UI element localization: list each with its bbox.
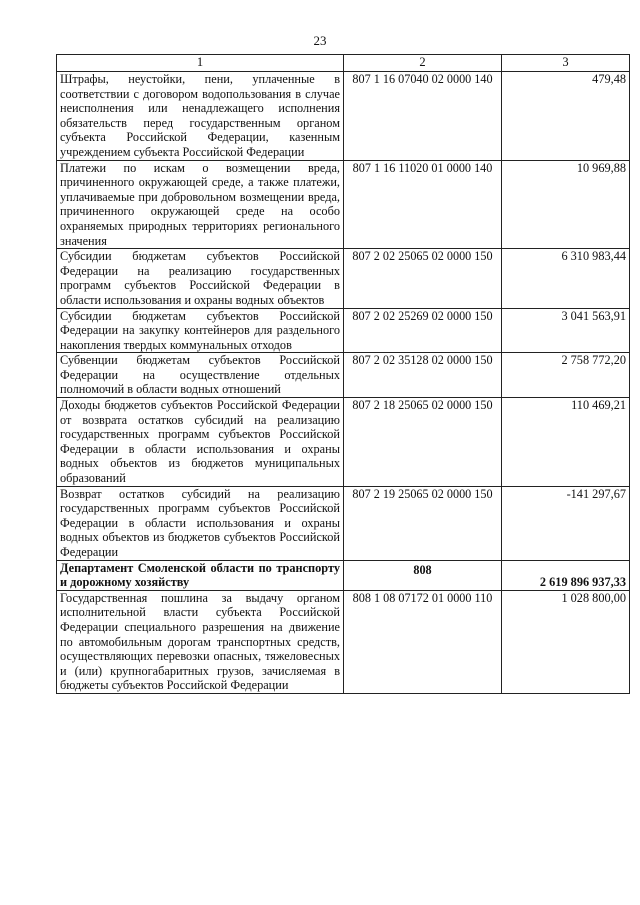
row-code: 807 1 16 07040 02 0000 140 [344,72,502,161]
row-amount: 110 469,21 [502,398,630,487]
row-amount: 10 969,88 [502,160,630,249]
row-amount: 6 310 983,44 [502,249,630,308]
department-name: Департамент Смоленской области по транспорту и дорожному хозяйству [57,560,344,590]
row-code: 807 1 16 11020 01 0000 140 [344,160,502,249]
budget-revenue-table [56,54,630,694]
table-row [57,398,630,487]
column-header-2: 2 [344,55,502,72]
table-row [57,590,630,693]
table-row [57,72,630,161]
row-name: Субсидии бюджетам субъектов Российской Федерации на реализацию государственных программ субъектов Российской Федерации в области использования и охраны водных объектов [57,249,344,308]
row-amount: 2 758 772,20 [502,353,630,398]
table-header-row [57,55,630,72]
row-amount: -141 297,67 [502,486,630,560]
row-name: Государственная пошлина за выдачу органом исполнительной власти субъекта Российской Федерации специального разрешения на движение по автомобильным дорогам транспортных средств, осуществляющих перевозки опасных, тяжеловесных и (или) крупногабаритных грузов, зачисляемая в бюджеты субъектов Российской Федерации [57,590,344,693]
department-row [57,560,630,590]
row-amount: 3 041 563,91 [502,308,630,353]
row-code: 807 2 02 25269 02 0000 150 [344,308,502,353]
row-name: Доходы бюджетов субъектов Российской Федерации от возврата остатков субсидий на реализацию государственных программ субъектов Российской Федерации в области использования и охраны водных объектов из бюджетов муниципальных образований [57,398,344,487]
row-code: 807 2 19 25065 02 0000 150 [344,486,502,560]
row-code: 807 2 18 25065 02 0000 150 [344,398,502,487]
row-amount: 1 028 800,00 [502,590,630,693]
row-name: Платежи по искам о возмещении вреда, причиненного окружающей среде, а также платежи, уплачиваемые при добровольном возмещении вреда, причиненного окружающей среде на особо охраняемых природных территориях регионального значения [57,160,344,249]
department-code: 808 [344,560,502,590]
row-code: 807 2 02 35128 02 0000 150 [344,353,502,398]
department-amount: 2 619 896 937,33 [502,560,630,590]
column-header-3: 3 [502,55,630,72]
table-row [57,486,630,560]
row-name: Возврат остатков субсидий на реализацию государственных программ субъектов Российской Федерации в области использования и охраны водных объектов из бюджетов субъектов Российской Федерации [57,486,344,560]
table-row [57,160,630,249]
column-header-1: 1 [57,55,344,72]
row-name: Субсидии бюджетам субъектов Российской Федерации на закупку контейнеров для раздельного накопления твердых коммунальных отходов [57,308,344,353]
table-row [57,249,630,308]
row-code: 808 1 08 07172 01 0000 110 [344,590,502,693]
row-name: Субвенции бюджетам субъектов Российской Федерации на осуществление отдельных полномочий в области водных отношений [57,353,344,398]
page-number: 23 [313,33,327,48]
table-row [57,353,630,398]
table-row [57,308,630,353]
row-code: 807 2 02 25065 02 0000 150 [344,249,502,308]
row-name: Штрафы, неустойки, пени, уплаченные в соответствии с договором водопользования в случае неисполнения или ненадлежащего исполнения обязательств перед государственным органом субъекта Российской Федерации, казенным учреждением субъекта Российской Федерации [57,72,344,161]
row-amount: 479,48 [502,72,630,161]
